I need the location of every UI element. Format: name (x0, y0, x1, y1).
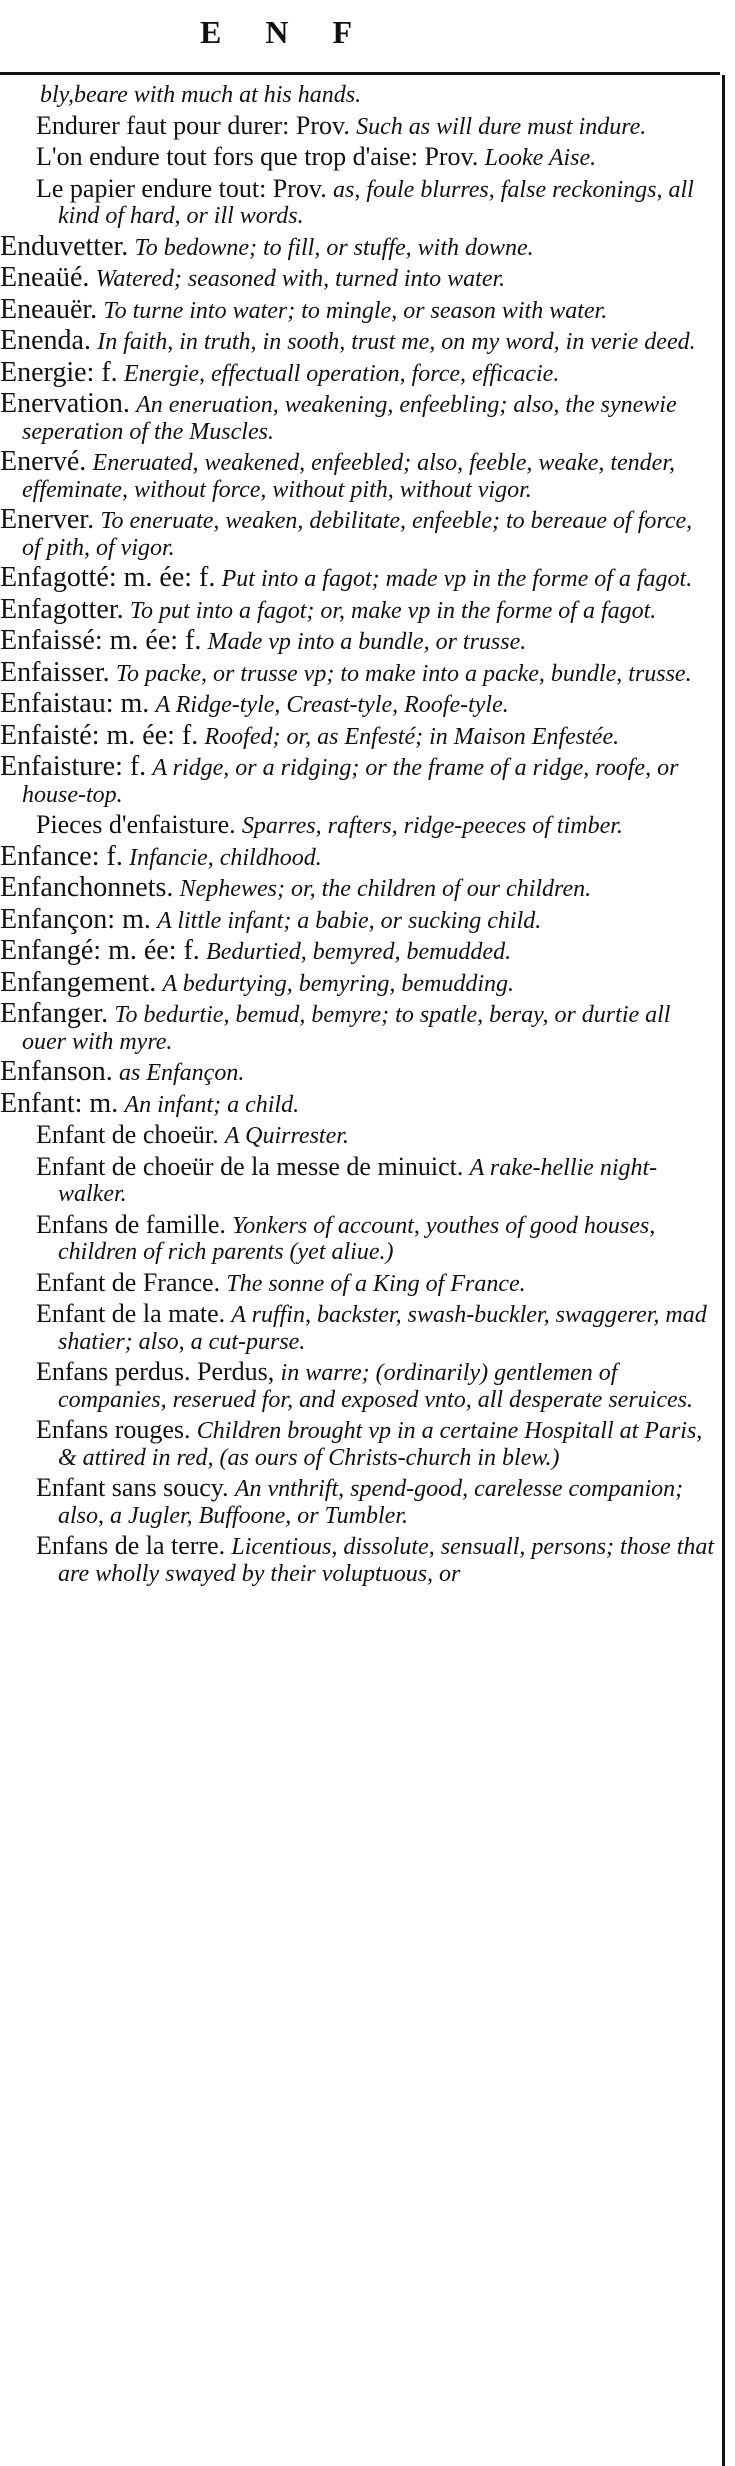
headword: Enfant sans soucy. (36, 1473, 229, 1502)
headword: Enervation. (0, 388, 130, 419)
definition: To turne into water; to mingle, or season with water. (103, 297, 608, 324)
headword: Enfagotter. (0, 593, 124, 625)
headword: Endurer faut pour durer: Prov. (36, 110, 350, 140)
dictionary-entry (0, 840, 716, 872)
dictionary-entry (0, 562, 716, 593)
dictionary-entry (0, 504, 716, 561)
sub-entry (0, 173, 716, 230)
headword: Enfaisser. (0, 656, 110, 688)
definition: To eneruate, weaken, debilitate, enfeeble; to bereaue of force, of pith, of vigor. (22, 508, 693, 561)
dictionary-entry (0, 719, 716, 751)
headword: Enfanchonnets. (0, 872, 174, 903)
headword: Enfanson. (0, 1056, 113, 1087)
headword: Le papier endure tout: Prov. (36, 173, 327, 203)
dictionary-entry (0, 262, 716, 293)
definition: A little infant; a babie, or sucking child. (157, 907, 542, 934)
continued-entry (0, 82, 716, 109)
sub-entry (0, 1359, 716, 1413)
definition: A rake-hellie night-walker. (58, 1154, 658, 1207)
sub-entry (0, 1533, 716, 1587)
definition: An infant; a child. (124, 1091, 300, 1118)
headword: Eneaüé. (0, 262, 90, 293)
definition: A ruffin, backster, swash-buckler, swaggerer, mad shatier; also, a cut-purse. (58, 1302, 707, 1355)
dictionary-entry (0, 230, 716, 262)
dictionary-entry (0, 1056, 716, 1087)
definition: Infancie, childhood. (129, 844, 322, 871)
headword: Enerver. (0, 504, 95, 535)
dictionary-entry (0, 625, 716, 656)
headword: Enfant: m. (0, 1087, 119, 1119)
sub-entry (0, 1122, 716, 1150)
sub-entry (0, 1475, 716, 1529)
dictionary-entry (0, 998, 716, 1055)
definition: In faith, in truth, in sooth, trust me, on my word, in verie deed. (97, 329, 696, 355)
dictionary-entry (0, 388, 716, 445)
definition: An eneruation, weakening, enfeebling; also, the synewie seperation of the Muscles. (22, 392, 677, 445)
definition: Made vp into a bundle, or trusse. (207, 629, 527, 655)
headword: Enfagotté: m. ée: f. (0, 562, 216, 593)
headword: Energie: f. (0, 356, 118, 388)
definition: Children brought vp in a certaine Hospitall at Paris, & attired in red, (as ours of Christs-church in blew.) (58, 1418, 703, 1471)
definition: To bedowne; to fill, or stuffe, with downe. (134, 234, 534, 261)
sub-entry (0, 1267, 716, 1298)
definition: Bedurtied, bemyred, bemudded. (206, 939, 512, 965)
dictionary-entry (0, 872, 716, 903)
definition: To put into a fagot; or, make vp in the forme of a fagot. (129, 597, 657, 624)
headword: Enfant de France. (36, 1267, 221, 1297)
entry-list (0, 82, 716, 1591)
headword: Enfans de famille. (36, 1209, 226, 1239)
definition: as Enfançon. (119, 1060, 245, 1086)
definition: A Ridge-tyle, Creast-tyle, Roofe-tyle. (155, 692, 509, 718)
definition: Put into a fagot; made vp in the forme of a fagot. (221, 566, 693, 592)
dictionary-entry (0, 903, 716, 935)
dictionary-entry (0, 935, 716, 966)
headword: Enfans perdus. Perdus, (36, 1357, 275, 1386)
dictionary-entry (0, 446, 716, 503)
definition: Licentious, dissolute, sensuall, persons; those that are wholly swayed by their voluptuous, or (58, 1534, 715, 1587)
headword: Eneauër. (0, 293, 98, 325)
definition: Watered; seasoned with, turned into water. (95, 266, 506, 292)
definition: The sonne of a King of France. (226, 1270, 526, 1297)
definition: Roofed; or, as Enfesté; in Maison Enfestée. (204, 723, 620, 750)
dictionary-entry (0, 356, 716, 388)
headword: Enfans rouges. (36, 1415, 191, 1444)
headword: Enfaistau: m. (0, 688, 150, 719)
definition: Yonkers of account, youthes of good houses, children of rich parents (yet aliue.) (58, 1212, 656, 1265)
headword: Enfangé: m. ée: f. (0, 935, 200, 966)
headword: L'on endure tout fors que trop d'aise: Prov. (36, 142, 479, 171)
definition: Looke Aise. (484, 145, 597, 171)
headword: Enfaisté: m. ée: f. (0, 719, 199, 751)
definition: Nephewes; or, the children of our children. (179, 876, 592, 902)
headword: Enfant de choeür de la messe de minuict. (36, 1151, 464, 1181)
definition: Sparres, rafters, ridge-peeces of timber. (241, 813, 623, 839)
column-rule (722, 75, 725, 2466)
header-rule (0, 72, 720, 75)
headword: Enfaissé: m. ée: f. (0, 625, 202, 656)
definition: Energie, effectuall operation, force, efficacie. (123, 360, 560, 387)
headword: Enfaisture: f. (0, 751, 147, 782)
definition: A ridge, or a ridging; or the frame of a ridge, roofe, or house-top. (22, 755, 679, 808)
definition: as, foule blurres, false reckonings, all kind of hard, or ill words. (58, 176, 694, 229)
headword: Enfant de la mate. (36, 1299, 226, 1328)
definition: Such as will dure must indure. (356, 113, 647, 140)
definition: Eneruated, weakened, enfeebled; also, feeble, weake, tender, effeminate, without force, without pith, without vigor. (22, 450, 675, 503)
headword: Enervé. (0, 446, 87, 477)
sub-entry (0, 110, 716, 141)
headword: Pieces d'enfaisture. (36, 810, 236, 839)
definition: A bedurtying, bemyring, bemudding. (162, 970, 515, 997)
definition: An vnthrift, spend-good, carelesse companion; also, a Jugler, Buffoone, or Tumbler. (58, 1476, 684, 1529)
headword: Enfançon: m. (0, 903, 151, 935)
dictionary-entry (0, 293, 716, 325)
sub-entry (0, 144, 716, 172)
running-head: E N F (200, 14, 370, 50)
headword: Enfanger. (0, 998, 109, 1029)
dictionary-entry (0, 325, 716, 356)
dictionary-entry (0, 688, 716, 719)
headword: Enduvetter. (0, 230, 129, 262)
headword: Enfance: f. (0, 840, 123, 872)
headword: Enfans de la terre. (36, 1531, 226, 1560)
headword: Enfangement. (0, 966, 157, 998)
sub-entry (0, 1151, 716, 1208)
definition: in warre; (ordinarily) gentlemen of companies, reserued for, and exposed vnto, all desperate seruices. (58, 1360, 693, 1413)
dictionary-entry (0, 1087, 716, 1119)
sub-entry (0, 1417, 716, 1471)
definition: To bedurtie, bemud, bemyre; to spatle, beray, or durtie all ouer with myre. (22, 1002, 671, 1055)
definition: bly,beare with much at his hands. (40, 82, 362, 108)
dictionary-entry (0, 966, 716, 998)
headword: Enfant de choeür. (36, 1120, 219, 1149)
sub-entry (0, 1209, 716, 1266)
dictionary-entry (0, 593, 716, 625)
definition: To packe, or trusse vp; to make into a packe, bundle, trusse. (115, 660, 692, 687)
definition: A Quirrester. (224, 1123, 349, 1149)
sub-entry (0, 1301, 716, 1355)
headword: Enenda. (0, 325, 91, 356)
dictionary-entry (0, 751, 716, 808)
dictionary-entry (0, 656, 716, 688)
sub-entry (0, 812, 716, 840)
